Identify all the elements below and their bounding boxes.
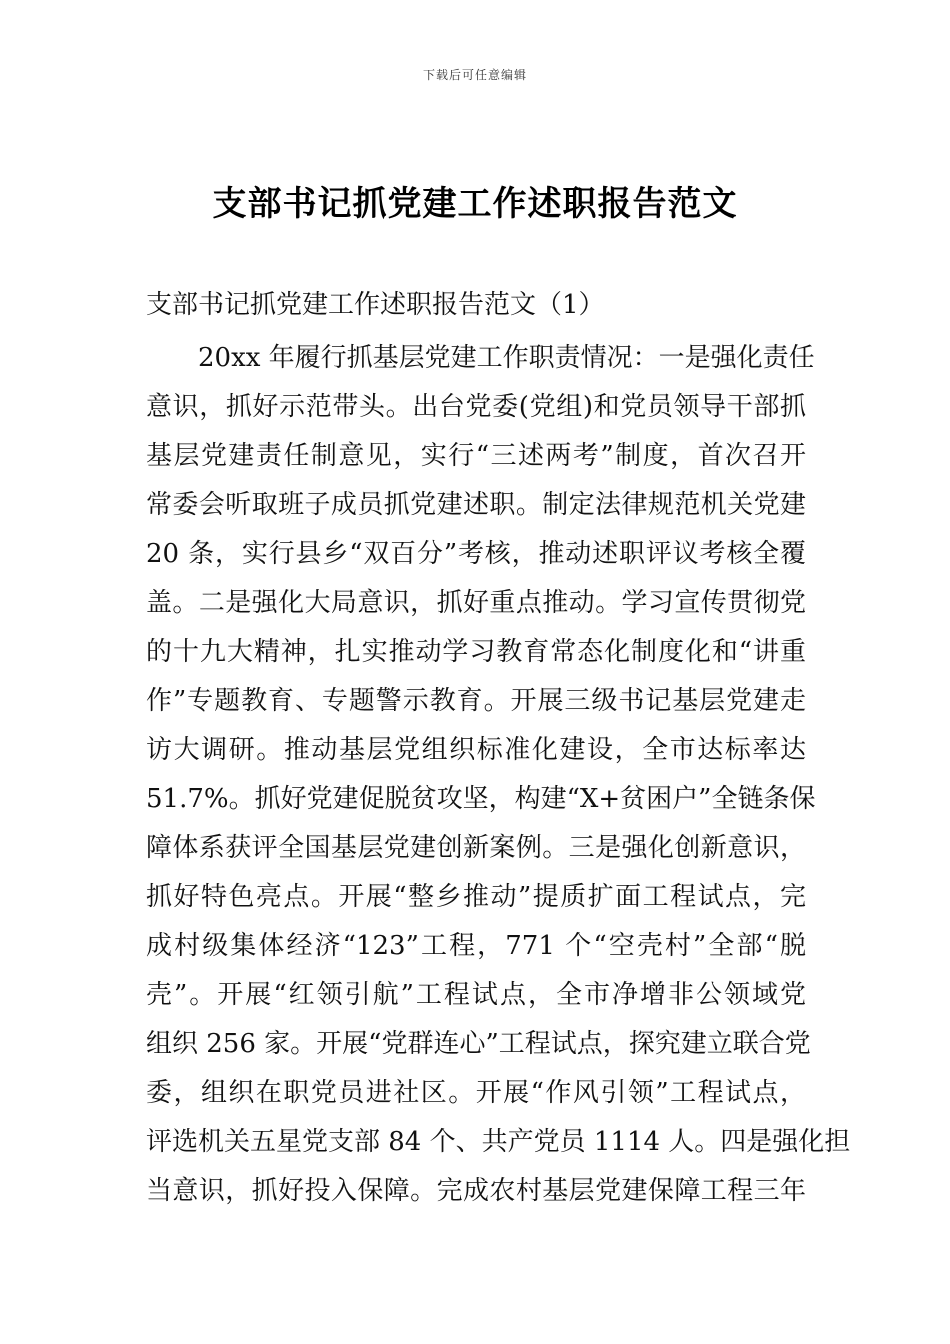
body-line: 壳”。开展“红领引航”工程试点，全市净增非公领域党 (146, 980, 806, 1010)
body-line: 组织 256 家。开展“党群连心”工程试点，探究建立联合党 (146, 1029, 811, 1059)
body-line: 成村级集体经济“123”工程，771 个“空壳村”全部“脱 (146, 931, 806, 961)
body-line: 常委会听取班子成员抓党建述职。制定法律规范机关党建 (146, 490, 806, 520)
body-line: 当意识，抓好投入保障。完成农村基层党建保障工程三年 (146, 1176, 806, 1206)
body-line: 抓好特色亮点。开展“整乡推动”提质扩面工程试点，完 (146, 882, 806, 912)
body-line: 的十九大精神，扎实推动学习教育常态化制度化和“讲重 (146, 637, 806, 667)
body-line: 障体系获评全国基层党建创新案例。三是强化创新意识， (146, 833, 806, 863)
body-line: 意识，抓好示范带头。出台党委(党组)和党员领导干部抓 (146, 392, 806, 422)
body-line: 20 条，实行县乡“双百分”考核，推动述职评议考核全覆 (146, 539, 806, 569)
body-line: 盖。二是强化大局意识，抓好重点推动。学习宣传贯彻党 (146, 588, 806, 618)
section-heading: 支部书记抓党建工作述职报告范文（1） (146, 290, 605, 320)
body-line: 51.7%。抓好党建促脱贫攻坚，构建“X+贫困户”全链条保 (146, 784, 816, 814)
body-line: 20xx 年履行抓基层党建工作职责情况：一是强化责任 (198, 343, 815, 373)
body-text (146, 334, 851, 1216)
body-line: 评选机关五星党支部 84 个、共产党员 1114 人。四是强化担 (146, 1127, 851, 1157)
header-note: 下载后可任意编辑 (422, 68, 527, 82)
document-title: 支部书记抓党建工作述职报告范文 (212, 184, 738, 224)
body-line: 委，组织在职党员进社区。开展“作风引领”工程试点， (146, 1078, 806, 1108)
body-line: 作”专题教育、专题警示教育。开展三级书记基层党建走 (146, 686, 806, 716)
body-line: 访大调研。推动基层党组织标准化建设，全市达标率达 (146, 735, 806, 765)
body-line: 基层党建责任制意见，实行“三述两考”制度，首次召开 (146, 441, 806, 471)
